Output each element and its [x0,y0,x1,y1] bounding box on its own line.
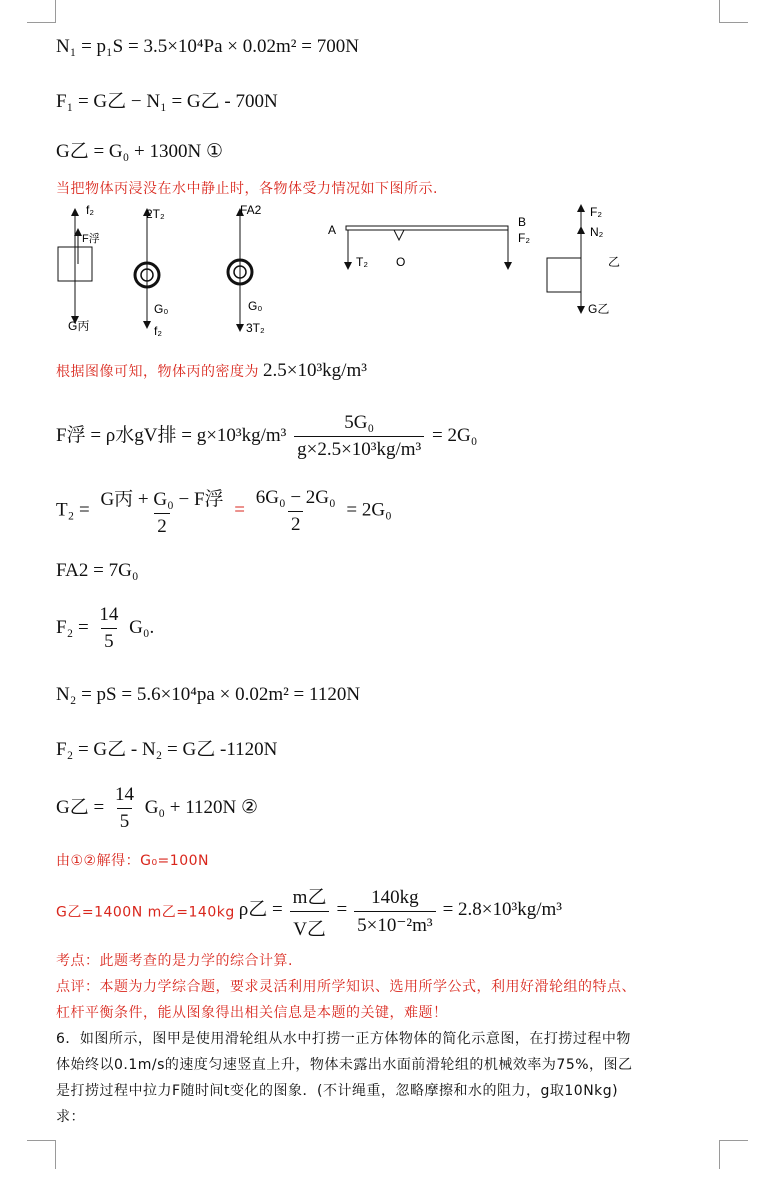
label-yi: 乙 [608,255,621,269]
eq11-fraction-2: $\frac{140kg}{\text{5×10⁻²m³}}$ [354,887,435,937]
eq10-left: G乙 = [56,796,105,818]
eq7-left: F₂ = [56,616,89,638]
label-f-buoyancy: F浮 [82,233,100,245]
density-line [56,360,367,382]
eq7-fraction: $\frac{14}{5}$ [99,604,119,652]
label-g-bing: G丙 [68,319,90,333]
question-6-line-1: 6．如图所示，图甲是使用滑轮组从水中打捞一正方体物体的简化示意图，在打捞过程中物 [56,1031,631,1047]
label-2t2: 2T₂ [146,207,165,221]
eq4-left: F浮 = ρ水gV排 = g×10³kg/m³ [56,424,287,446]
lever-bar [346,226,508,230]
density-yi-line [56,882,562,941]
text-force-analysis: 当把物体丙浸没在水中静止时，各物体受力情况如下图所示. [56,181,438,197]
crop-mark-top-left [27,0,56,23]
equation-fa2: FA2 = 7G₀ [56,560,139,581]
label-g0-b: G₀ [248,299,263,313]
label-n2-right: N₂ [590,225,604,239]
text-g-m-yi: G乙=1400N m乙=140kg [56,904,235,921]
force-diagram [50,200,650,345]
question-6-line-2: 体始终以0.1m/s的速度匀速竖直上升，物体未露出水面前滑轮组的机械效率为75%，图乙 [56,1057,633,1073]
label-o: O [396,255,406,269]
eq5-equal: = [234,499,245,521]
eq10-right: G₀ + 1120N ② [144,796,259,818]
equation-f2 [56,604,154,653]
label-t2-lever: T₂ [356,255,368,269]
fulcrum [394,230,404,240]
eq4-fraction: $\frac{\text{5G₀}}{\text{g×2.5×10³kg/m³}}$ [294,412,424,461]
crop-mark-bottom-right [719,1140,748,1169]
crop-mark-top-right [719,0,748,23]
label-3t2: 3T₂ [246,321,265,335]
equation-f1: F₁ = G乙 − N₁ = G乙 - 700N [56,91,278,112]
equation-n2: N₂ = pS = 5.6×10⁴pa × 0.02m² = 1120N [56,684,361,705]
label-b: B [518,215,527,229]
label-g-yi: G乙 [588,302,610,316]
eq5-fraction-2: $\frac{\text{6G₀ − 2G₀}}{2}$ [255,486,336,535]
label-f2-b: f₂ [154,324,162,338]
question-6-line-4: 求： [56,1109,85,1125]
eq11-fraction-1: $\frac{\text{m乙}}{\text{V乙}}$ [290,882,330,941]
eq7-right: G₀. [129,616,155,638]
label-f2-left: f₂ [86,203,94,217]
value-density: 2.5×10³kg/m³ [263,360,367,381]
label-f2-lever: F₂ [518,231,530,245]
cube-yi [547,258,581,292]
equation-f2-g: F₂ = G乙 - N₂ = G乙 -1120N [56,739,278,760]
eq11-left: ρ乙 = [238,899,283,921]
label-fa2: FA2 [240,203,262,217]
eq10-fraction: $\frac{14}{5}$ [114,784,134,832]
eq11-right: = 2.8×10³kg/m³ [442,899,562,921]
text-dianping-1: 点评：本题为力学综合题，要求灵活利用所学知识、选用所学公式，利用好滑轮组的特点、 [56,979,636,995]
equation-buoyancy [56,412,477,461]
question-6-line-3: 是打捞过程中拉力F随时间t变化的图象．(不计绳重，忽略摩擦和水的阻力，g取10Nkg) [56,1083,619,1099]
text-kaodian: 考点：此题考查的是力学的综合计算. [56,953,293,969]
label-a: A [328,223,337,237]
label-f2-right: F₂ [590,205,602,219]
equation-t2 [56,484,392,538]
text-solution: 由①②解得：G₀=100N [56,853,209,869]
equation-g-yi-2 [56,784,258,833]
equation-g-yi-1: G乙 = G₀ + 1300N ① [56,141,224,162]
eq5-fraction-1: $\frac{\text{G丙 + G₀ − F浮}}{2}$ [100,489,224,537]
text-density: 根据图像可知，物体丙的密度为 [56,364,259,380]
eq4-right: = 2G₀ [432,424,478,446]
equation-n1: N₁ = p₁S = 3.5×10⁴Pa × 0.02m² = 700N [56,36,359,57]
eq11-equal: = [336,899,348,921]
eq5-left: T₂ = [56,499,90,521]
text-dianping-2: 杠杆平衡条件，能从图象得出相关信息是本题的关键，难题！ [56,1005,448,1021]
eq5-right: = 2G₀ [346,499,392,521]
label-g0-a: G₀ [154,302,169,316]
crop-mark-bottom-left [27,1140,56,1169]
